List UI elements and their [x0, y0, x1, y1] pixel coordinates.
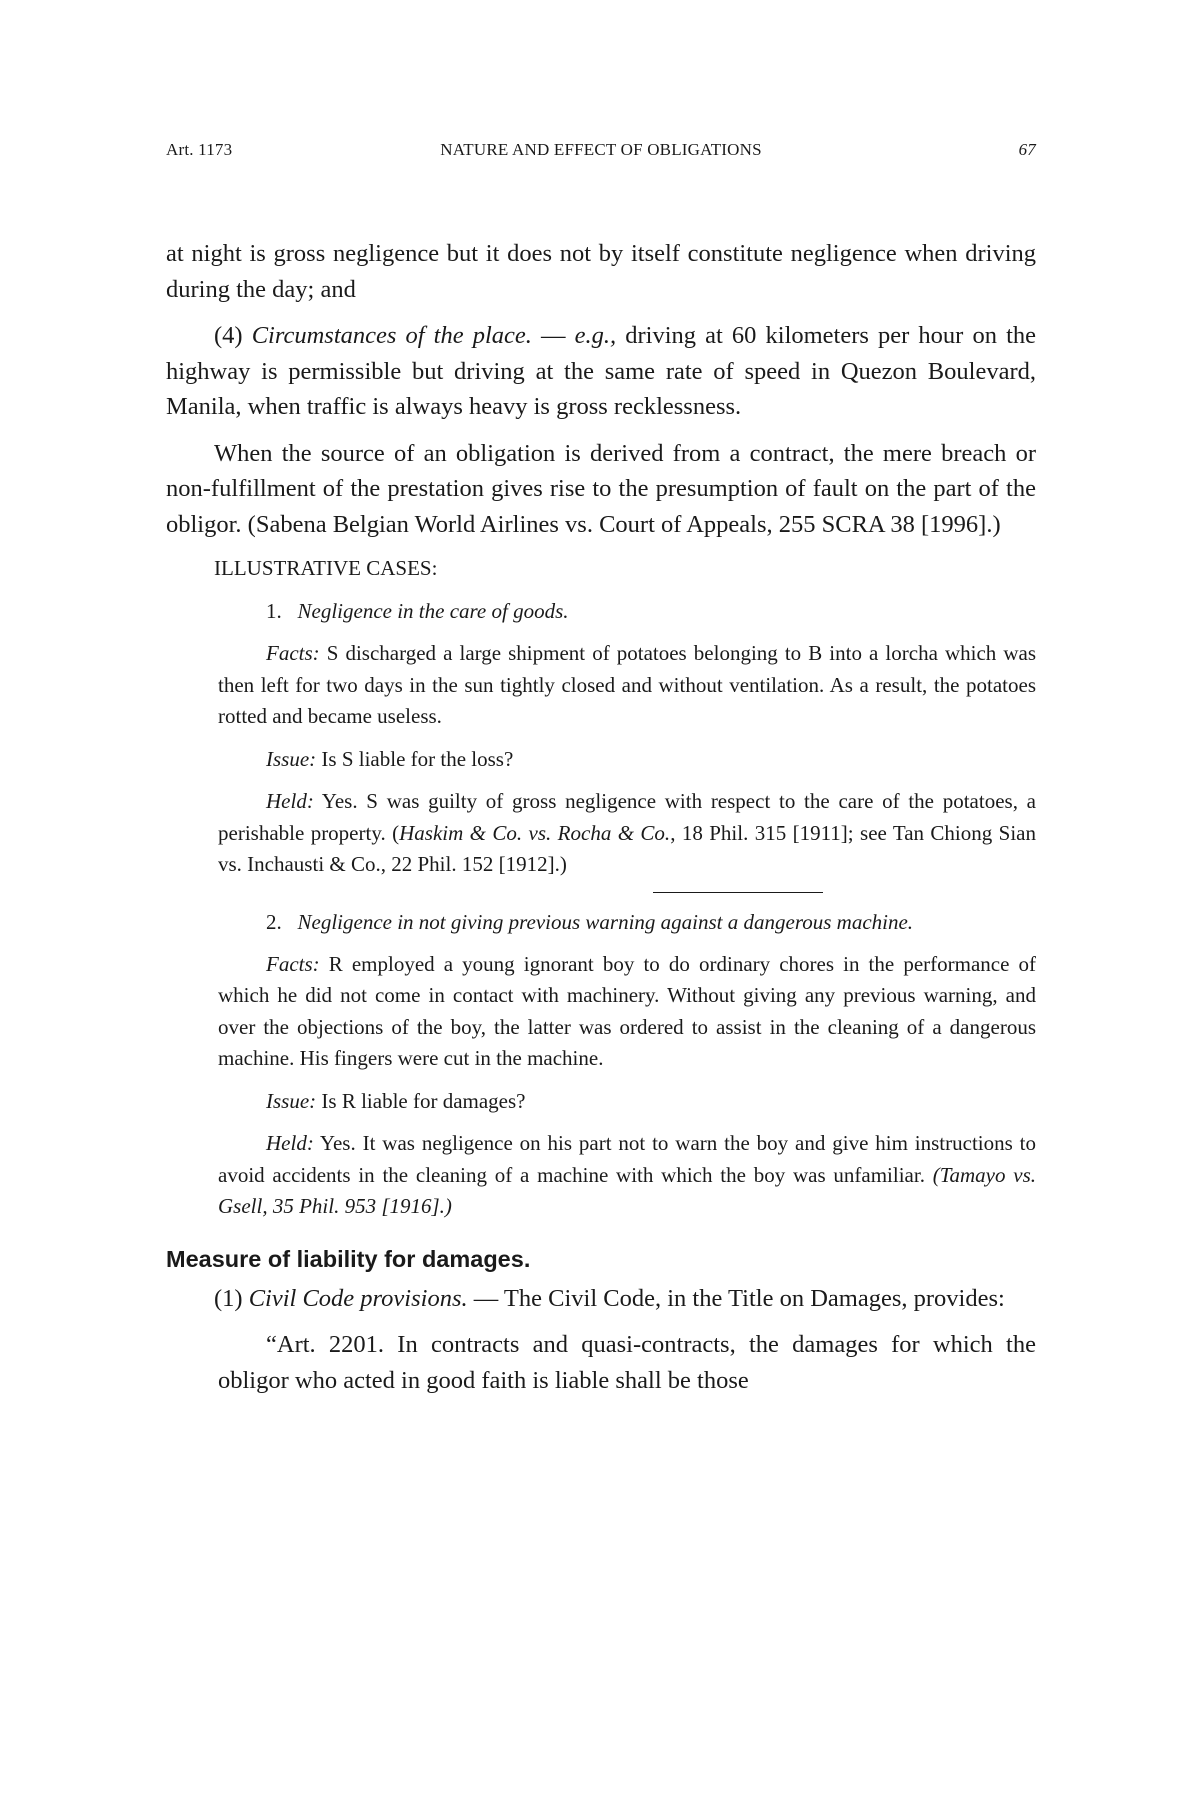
- issue-text: Is S liable for the loss?: [316, 746, 514, 771]
- facts-label: Facts:: [266, 951, 320, 976]
- separator-line: [653, 892, 823, 893]
- issue-text: Is R liable for damages?: [316, 1088, 526, 1113]
- held-label: Held:: [266, 789, 314, 813]
- running-header: [166, 140, 1036, 164]
- item-number: (4): [214, 322, 243, 349]
- issue-label: Issue:: [266, 746, 317, 771]
- case-2-title: [218, 907, 1036, 938]
- eg-text: e.g.,: [574, 322, 617, 349]
- illustrative-cases-heading: ILLUSTRATIVE CASES:: [214, 556, 438, 580]
- item-text: driving at 60 kilometers per hour on the highway is permissible but driving at the same rate of speed in Quezon Boulevard, Manila, when traffic is always heavy is gross recklessness.: [166, 322, 1036, 420]
- article-reference: Art. 1173: [166, 140, 233, 159]
- case-1-facts: [218, 638, 1036, 733]
- paragraph-continuation: at night is gross negligence but it does not by itself constitute negligence when driving during the day; and: [166, 240, 1036, 303]
- case-1-number: 1.: [266, 599, 282, 623]
- item-text: — The Civil Code, in the Title on Damages, provides:: [467, 1284, 1005, 1312]
- facts-text: S discharged a large shipment of potatoes belonging to B into a lorcha which was then left for two days in the sun tightly closed and without ventilation. As a result, the potatoes rotted and became useless.: [218, 641, 1036, 728]
- facts-text: R employed a young ignorant boy to do ordinary chores in the performance of which he did not come in contact with machinery. Without giving any previous warning, and over the objections of the boy, the latter was ordered to assist in the cleaning of a dangerous machine. His fingers were cut in the machine.: [218, 951, 1036, 1070]
- held-text: Yes. It was negligence on his part not to warn the boy and give him instructions to avoid accidents in the cleaning of a machine with which the boy was unfamiliar.: [218, 1131, 1036, 1187]
- held-text: Yes. S was guilty of gross negligence with respect to the care of the potatoes, a perishable property. (: [218, 789, 1036, 845]
- paragraph-contract-fault: When the source of an obligation is derived from a contract, the mere breach or non-fulfillment of the prestation gives rise to the presumption of fault on the part of the obligor. (Sabena Belgian World Airlines vs. Court of Appeals, 255 SCRA 38 [1996].): [166, 439, 1036, 538]
- issue-label: Issue:: [266, 1088, 317, 1113]
- case-1-issue: [218, 744, 1036, 776]
- item-heading: Circumstances of the place.: [251, 322, 532, 349]
- item-number: (1): [214, 1284, 243, 1312]
- paragraph-civil-code-provisions: [166, 1281, 1036, 1317]
- dash: —: [531, 322, 575, 349]
- case-1-held: [218, 786, 1036, 881]
- chapter-title: NATURE AND EFFECT OF OBLIGATIONS: [440, 140, 762, 159]
- item-heading: Civil Code provisions.: [248, 1284, 468, 1312]
- facts-label: Facts:: [266, 641, 320, 665]
- held-citation-end: , 18 Phil. 315 [1911]; see Tan Chiong Sian vs. Inchausti & Co., 22 Phil. 152 [1912].): [218, 820, 1036, 876]
- case-2-held: [218, 1128, 1036, 1223]
- case-2-facts: [218, 949, 1036, 1075]
- body-text: [166, 236, 1036, 1398]
- case-2-issue: [218, 1086, 1036, 1118]
- page-number: 67: [1018, 140, 1036, 159]
- quoted-article-2201: “Art. 2201. In contracts and quasi-contracts, the damages for which the obligor who acted in good faith is liable shall be those: [218, 1331, 1036, 1394]
- section-heading: Measure of liability for damages.: [166, 1245, 531, 1272]
- paragraph-circumstances-of-place: [166, 318, 1036, 425]
- held-citation: Haskim & Co. vs. Rocha & Co.: [399, 820, 671, 845]
- held-label: Held:: [266, 1131, 314, 1155]
- case-2-number: 2.: [266, 909, 282, 934]
- case-1-title: [218, 596, 1036, 627]
- case-2-heading: Negligence in not giving previous warning against a dangerous machine.: [297, 909, 914, 934]
- case-1-heading: Negligence in the care of goods.: [297, 599, 569, 623]
- held-citation: (Tamayo vs. Gsell, 35 Phil. 953 [1916].): [218, 1162, 1037, 1218]
